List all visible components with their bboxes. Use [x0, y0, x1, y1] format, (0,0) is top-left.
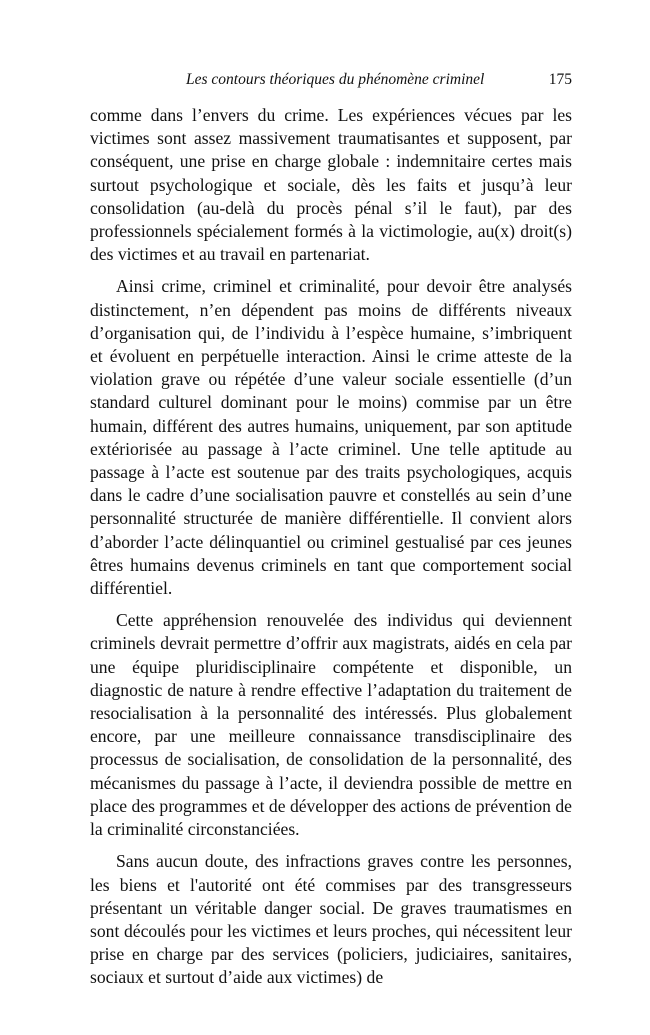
paragraph-continuation: comme dans l’envers du crime. Les expériences vécues par les victimes sont assez massivement traumatisantes et supposent, par conséquent, une prise en charge globale : indemnitaire certes mais surtout psychologique et sociale, dès les faits et jusqu’à leur consolidation (au-delà du procès pénal s’il le faut), par des professionnels spécialement formés à la victimologie, au(x) droit(s) des victimes et au travail en partenariat.	[90, 105, 572, 265]
page-number: 175	[548, 71, 572, 88]
book-page	[90, 0, 572, 999]
paragraph: Sans aucun doute, des infractions graves contre les personnes, les biens et l'autorité ont été commises par des transgresseurs présentant un véritable danger social. De graves traumatismes en sont découlés pour les victimes et leurs proches, qui nécessitent leur prise en charge par des services (policiers, judiciaires, sanitaires, sociaux et surtout d’aide aux victimes) de	[90, 851, 572, 988]
running-header	[90, 70, 572, 104]
running-title: Les contours théoriques du phénomène criminel	[186, 71, 485, 88]
body-text	[90, 104, 572, 990]
paragraph: Cette appréhension renouvelée des individus qui deviennent criminels devrait permettre d’offrir aux magistrats, aidés en cela par une équipe pluridisciplinaire compétente et disponible, un diagnostic de nature à rendre effective l’adaptation du traitement de resocialisation à la personnalité des intéressés. Plus globalement encore, par une meilleure connaissance transdisciplinaire des processus de socialisation, de consolidation de la personnalité, des mécanismes du passage à l’acte, il deviendra possible de mettre en place des programmes et de développer des actions de prévention de la criminalité circonstanciées.	[90, 610, 572, 840]
paragraph: Ainsi crime, criminel et criminalité, pour devoir être analysés distinctement, n’en dépendent pas moins de différents niveaux d’organisation qui, de l’individu à l’espèce humaine, s’imbriquent et évoluent en perpétuelle interaction. Ainsi le crime atteste de la violation grave ou répétée d’une valeur sociale essentielle (d’un standard culturel dominant pour le moins) commise par un être humain, différent des autres humains, uniquement, par son aptitude extériorisée au passage à l’acte criminel. Une telle aptitude au passage à l’acte est soutenue par des traits psychologiques, acquis dans le cadre d’une socialisation pauvre et constellés au sein d’une personnalité structurée de manière différentielle. Il convient alors d’aborder l’acte délinquantiel ou criminel gestualisé par ces jeunes êtres humains devenus criminels en tant que comportement social différentiel.	[90, 276, 572, 599]
